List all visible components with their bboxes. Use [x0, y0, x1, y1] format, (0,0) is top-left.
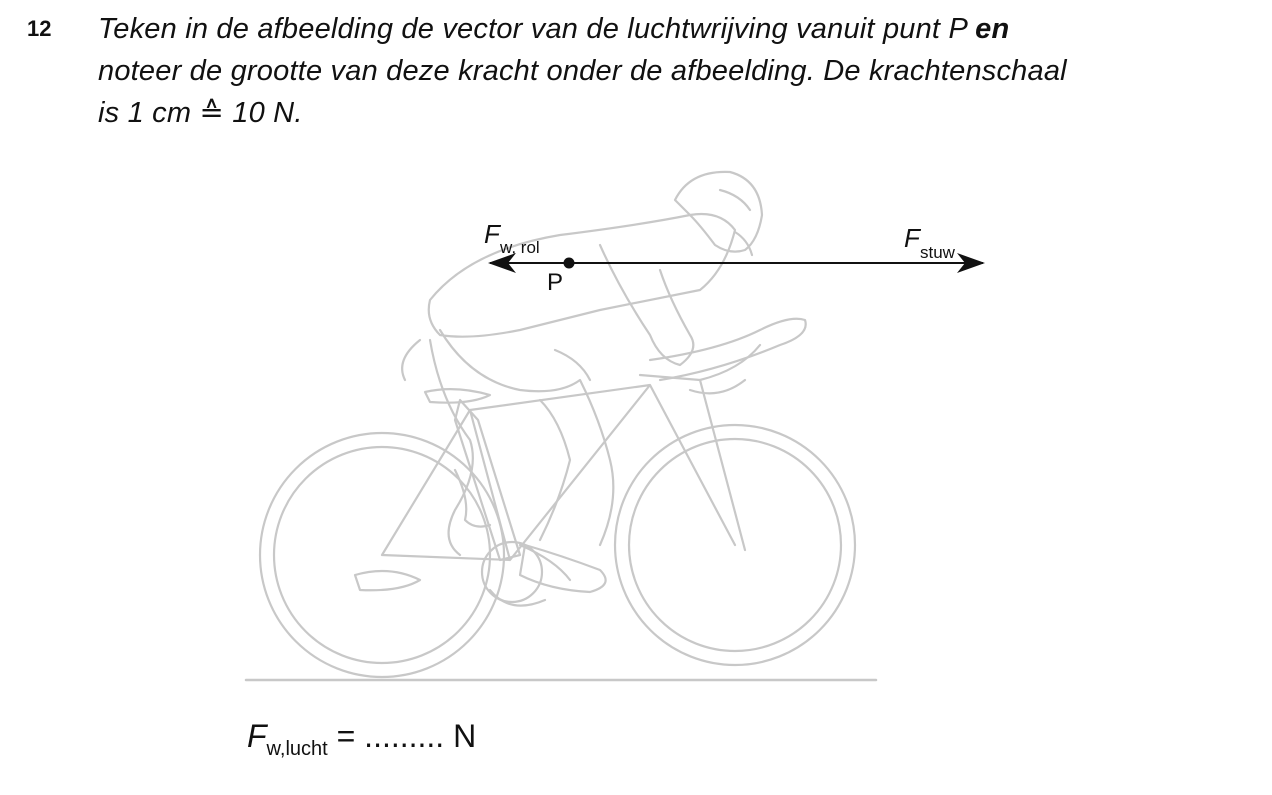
cyclist-drawing: [246, 172, 876, 680]
answer-subscript: w,lucht: [266, 738, 328, 760]
question-line-1-text: Teken in de afbeelding de vector van de luchtwrijving vanuit punt P: [98, 13, 976, 45]
answer-line[interactable]: [247, 718, 477, 760]
force-rol-subscript: w, rol: [500, 238, 540, 257]
bike-saddle: [425, 389, 490, 403]
question-line-3: is 1 cm ≙ 10 N.: [98, 97, 303, 129]
point-p-label: P: [547, 269, 564, 296]
rider-helmet: [675, 172, 762, 252]
force-rol-symbol: F: [484, 219, 500, 249]
answer-symbol: F: [247, 718, 267, 754]
question-line-2: noteer de grootte van deze kracht onder de afbeelding. De krachtenschaal: [98, 55, 1067, 87]
question-number: 12: [27, 16, 52, 41]
rider-torso: [429, 214, 735, 337]
question-bold-word: en: [975, 13, 1010, 45]
point-p-dot: [564, 258, 575, 269]
answer-blank[interactable]: = ......... N: [327, 718, 477, 754]
bike-frame: [382, 385, 735, 560]
force-stuw-symbol: F: [904, 223, 920, 253]
force-stuw-subscript: stuw: [920, 243, 955, 262]
